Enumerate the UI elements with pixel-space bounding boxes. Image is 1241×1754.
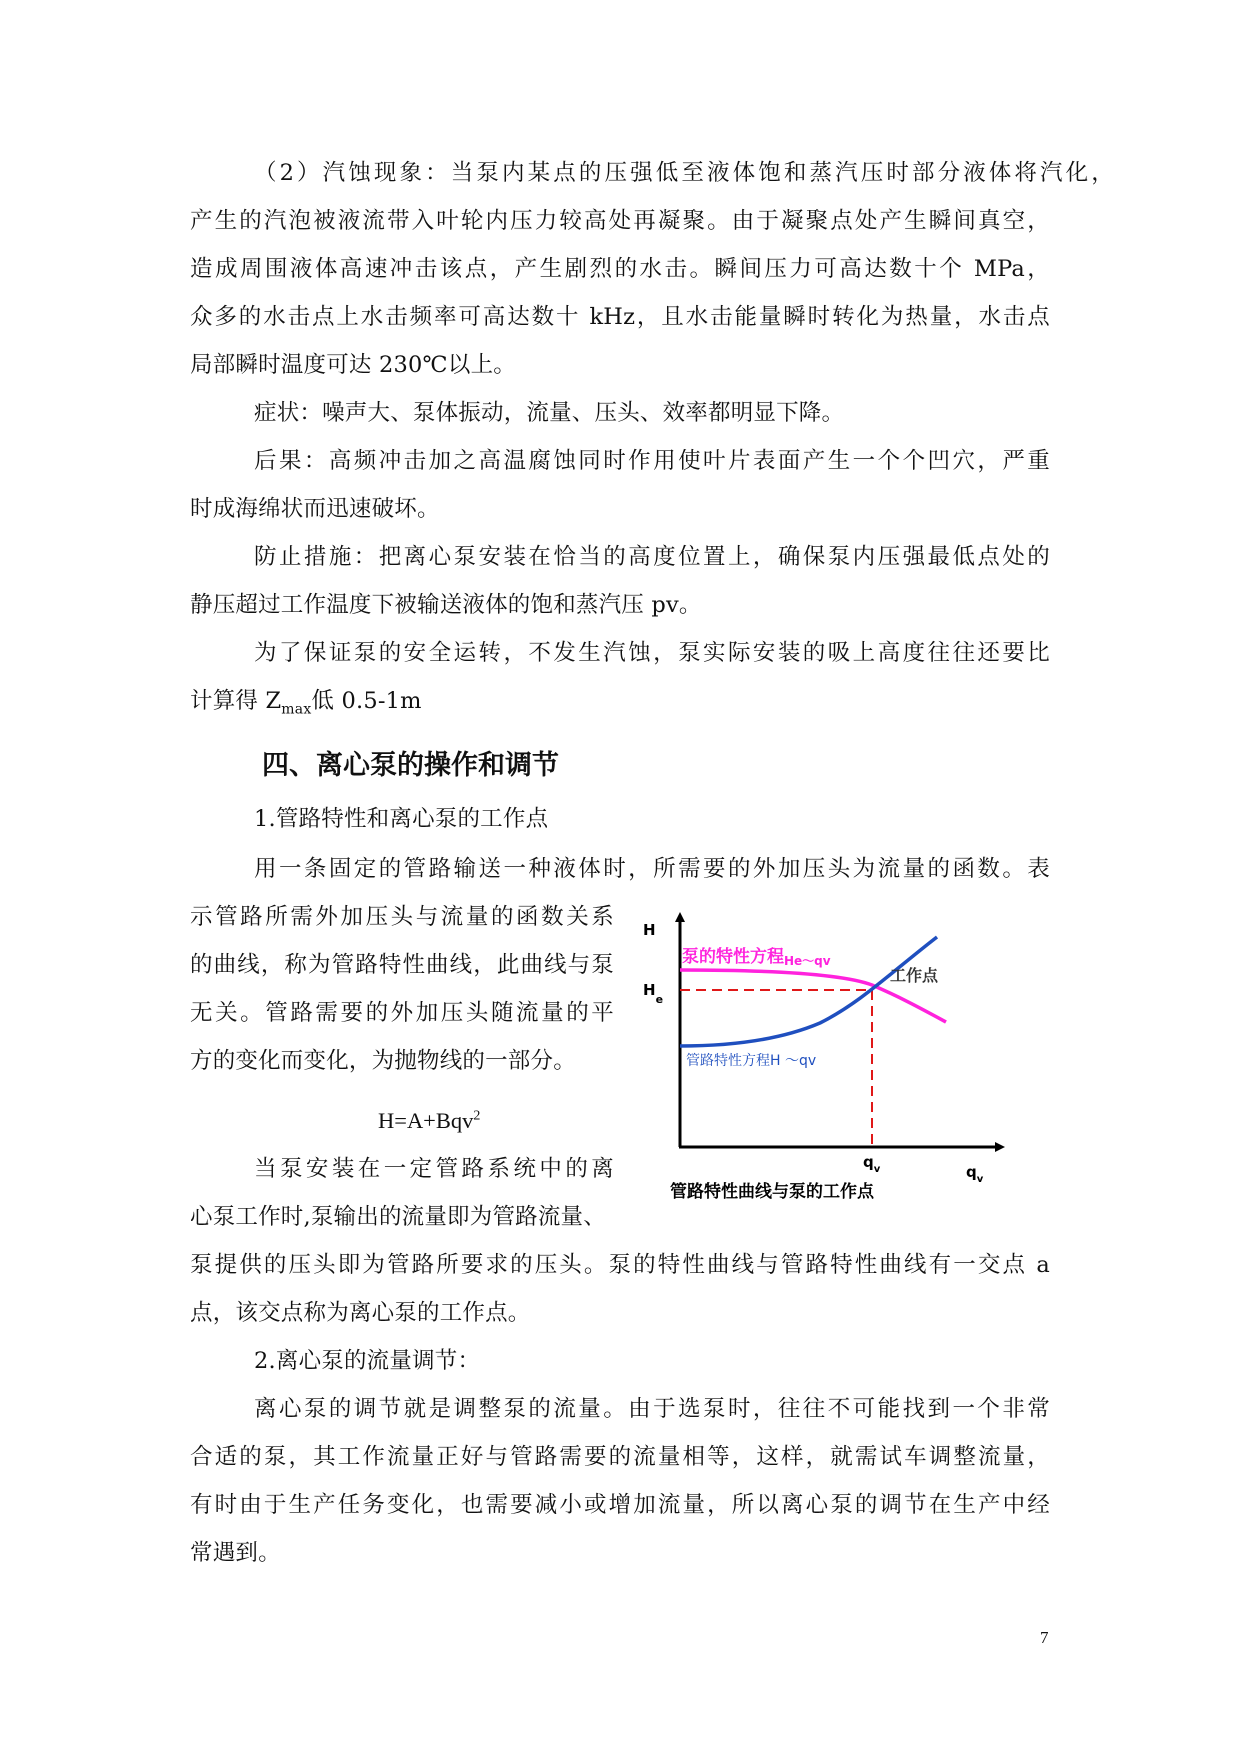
work-point-label: 工作点 <box>890 966 939 985</box>
figure-caption: 管路特性曲线与泵的工作点 <box>670 1182 874 1202</box>
p4-line2: 合适的泵，其工作流量正好与管路需要的流量相等，这样，就需试车调整流量， <box>190 1444 1050 1470</box>
q-label-main: q <box>863 1153 874 1171</box>
p4-line1: 离心泵的调节就是调整泵的流量。由于选泵时，往往不可能找到一个非常 <box>254 1396 1050 1422</box>
safety-line2 <box>190 690 422 717</box>
he-label-main: H <box>643 981 656 999</box>
subheading-1: 1.管路特性和离心泵的工作点 <box>254 806 549 832</box>
page-number: 7 <box>1040 1628 1049 1647</box>
p3-line2: 心泵工作时,泵输出的流量即为管路流量、 <box>190 1204 606 1230</box>
p1-line4: 众多的水击点上水击频率可高达数十 kHz，且水击能量瞬时转化为热量，水击点 <box>190 304 1050 330</box>
x-axis-label <box>966 1163 984 1185</box>
safety-text-a: 计算得 Z <box>190 688 282 714</box>
p2-line1: 用一条固定的管路输送一种液体时，所需要的外加压头为流量的函数。表 <box>254 856 1050 882</box>
formula <box>378 1108 480 1134</box>
p1-line2: 产生的汽泡被液流带入叶轮内压力较高处再凝聚。由于凝聚点处产生瞬间真空， <box>190 208 1050 234</box>
x-axis-label-sub: v <box>976 1174 984 1185</box>
pump-pipe-figure <box>643 905 1020 1205</box>
p3-line1: 当泵安装在一定管路系统中的离 <box>254 1156 614 1182</box>
consequence-line1: 后果：高频冲击加之高温腐蚀同时作用使叶片表面产生一个个凹穴，严重 <box>254 448 1050 474</box>
p1-line3: 造成周围液体高速冲击该点，产生剧烈的水击。瞬间压力可高达数十个 MPa， <box>190 256 1050 282</box>
pump-curve-eq: He～qv <box>784 954 831 968</box>
p4-line3: 有时由于生产任务变化，也需要减小或增加流量，所以离心泵的调节在生产中经 <box>190 1492 1050 1518</box>
p1-line5: 局部瞬时温度可达 230℃以上。 <box>190 352 516 378</box>
formula-main: H=A+Bqv <box>378 1108 474 1133</box>
q-label-sub: v <box>873 1164 881 1175</box>
prevention-line2: 静压超过工作温度下被输送液体的饱和蒸汽压 pv。 <box>190 592 702 618</box>
p1-line1: （2）汽蚀现象：当泵内某点的压强低至液体饱和蒸汽压时部分液体将汽化， <box>254 160 1114 186</box>
y-axis-label: H <box>643 921 656 939</box>
safety-line1: 为了保证泵的安全运转，不发生汽蚀，泵实际安装的吸上高度往往还要比 <box>254 640 1050 666</box>
prevention-line1: 防止措施：把离心泵安装在恰当的高度位置上，确保泵内压强最低点处的 <box>254 544 1050 570</box>
pump-curve-label <box>682 946 831 968</box>
p3-line3: 泵提供的压头即为管路所要求的压头。泵的特性曲线与管路特性曲线有一交点 a <box>190 1252 1050 1278</box>
he-label-sub: e <box>655 993 664 1006</box>
consequence-line2: 时成海绵状而迅速破坏。 <box>190 496 440 522</box>
symptom-text: 症状：噪声大、泵体振动，流量、压头、效率都明显下降。 <box>254 400 845 426</box>
p2-line3: 的曲线，称为管路特性曲线，此曲线与泵 <box>190 952 614 978</box>
section-heading: 四、离心泵的操作和调节 <box>262 750 559 781</box>
formula-superscript: 2 <box>473 1108 481 1124</box>
p2-line2: 示管路所需外加压头与流量的函数关系 <box>190 904 614 930</box>
p4-line4: 常遇到。 <box>190 1540 281 1566</box>
pipe-curve-label: 管路特性方程H ～qv <box>686 1053 817 1069</box>
he-label <box>643 981 663 1006</box>
safety-subscript: max <box>281 701 312 718</box>
safety-text-b: 低 0.5-1m <box>311 688 422 714</box>
pump-curve-name: 泵的特性方程 <box>682 947 784 967</box>
x-axis-label-main: q <box>966 1163 977 1181</box>
q-label <box>863 1153 881 1175</box>
figure-svg <box>643 905 1020 1205</box>
subheading-2: 2.离心泵的流量调节： <box>254 1348 481 1374</box>
p3-line4: 点，该交点称为离心泵的工作点。 <box>190 1300 531 1326</box>
p2-line4: 无关。管路需要的外加压头随流量的平 <box>190 1000 614 1026</box>
p2-line5: 方的变化而变化，为抛物线的一部分。 <box>190 1048 576 1074</box>
